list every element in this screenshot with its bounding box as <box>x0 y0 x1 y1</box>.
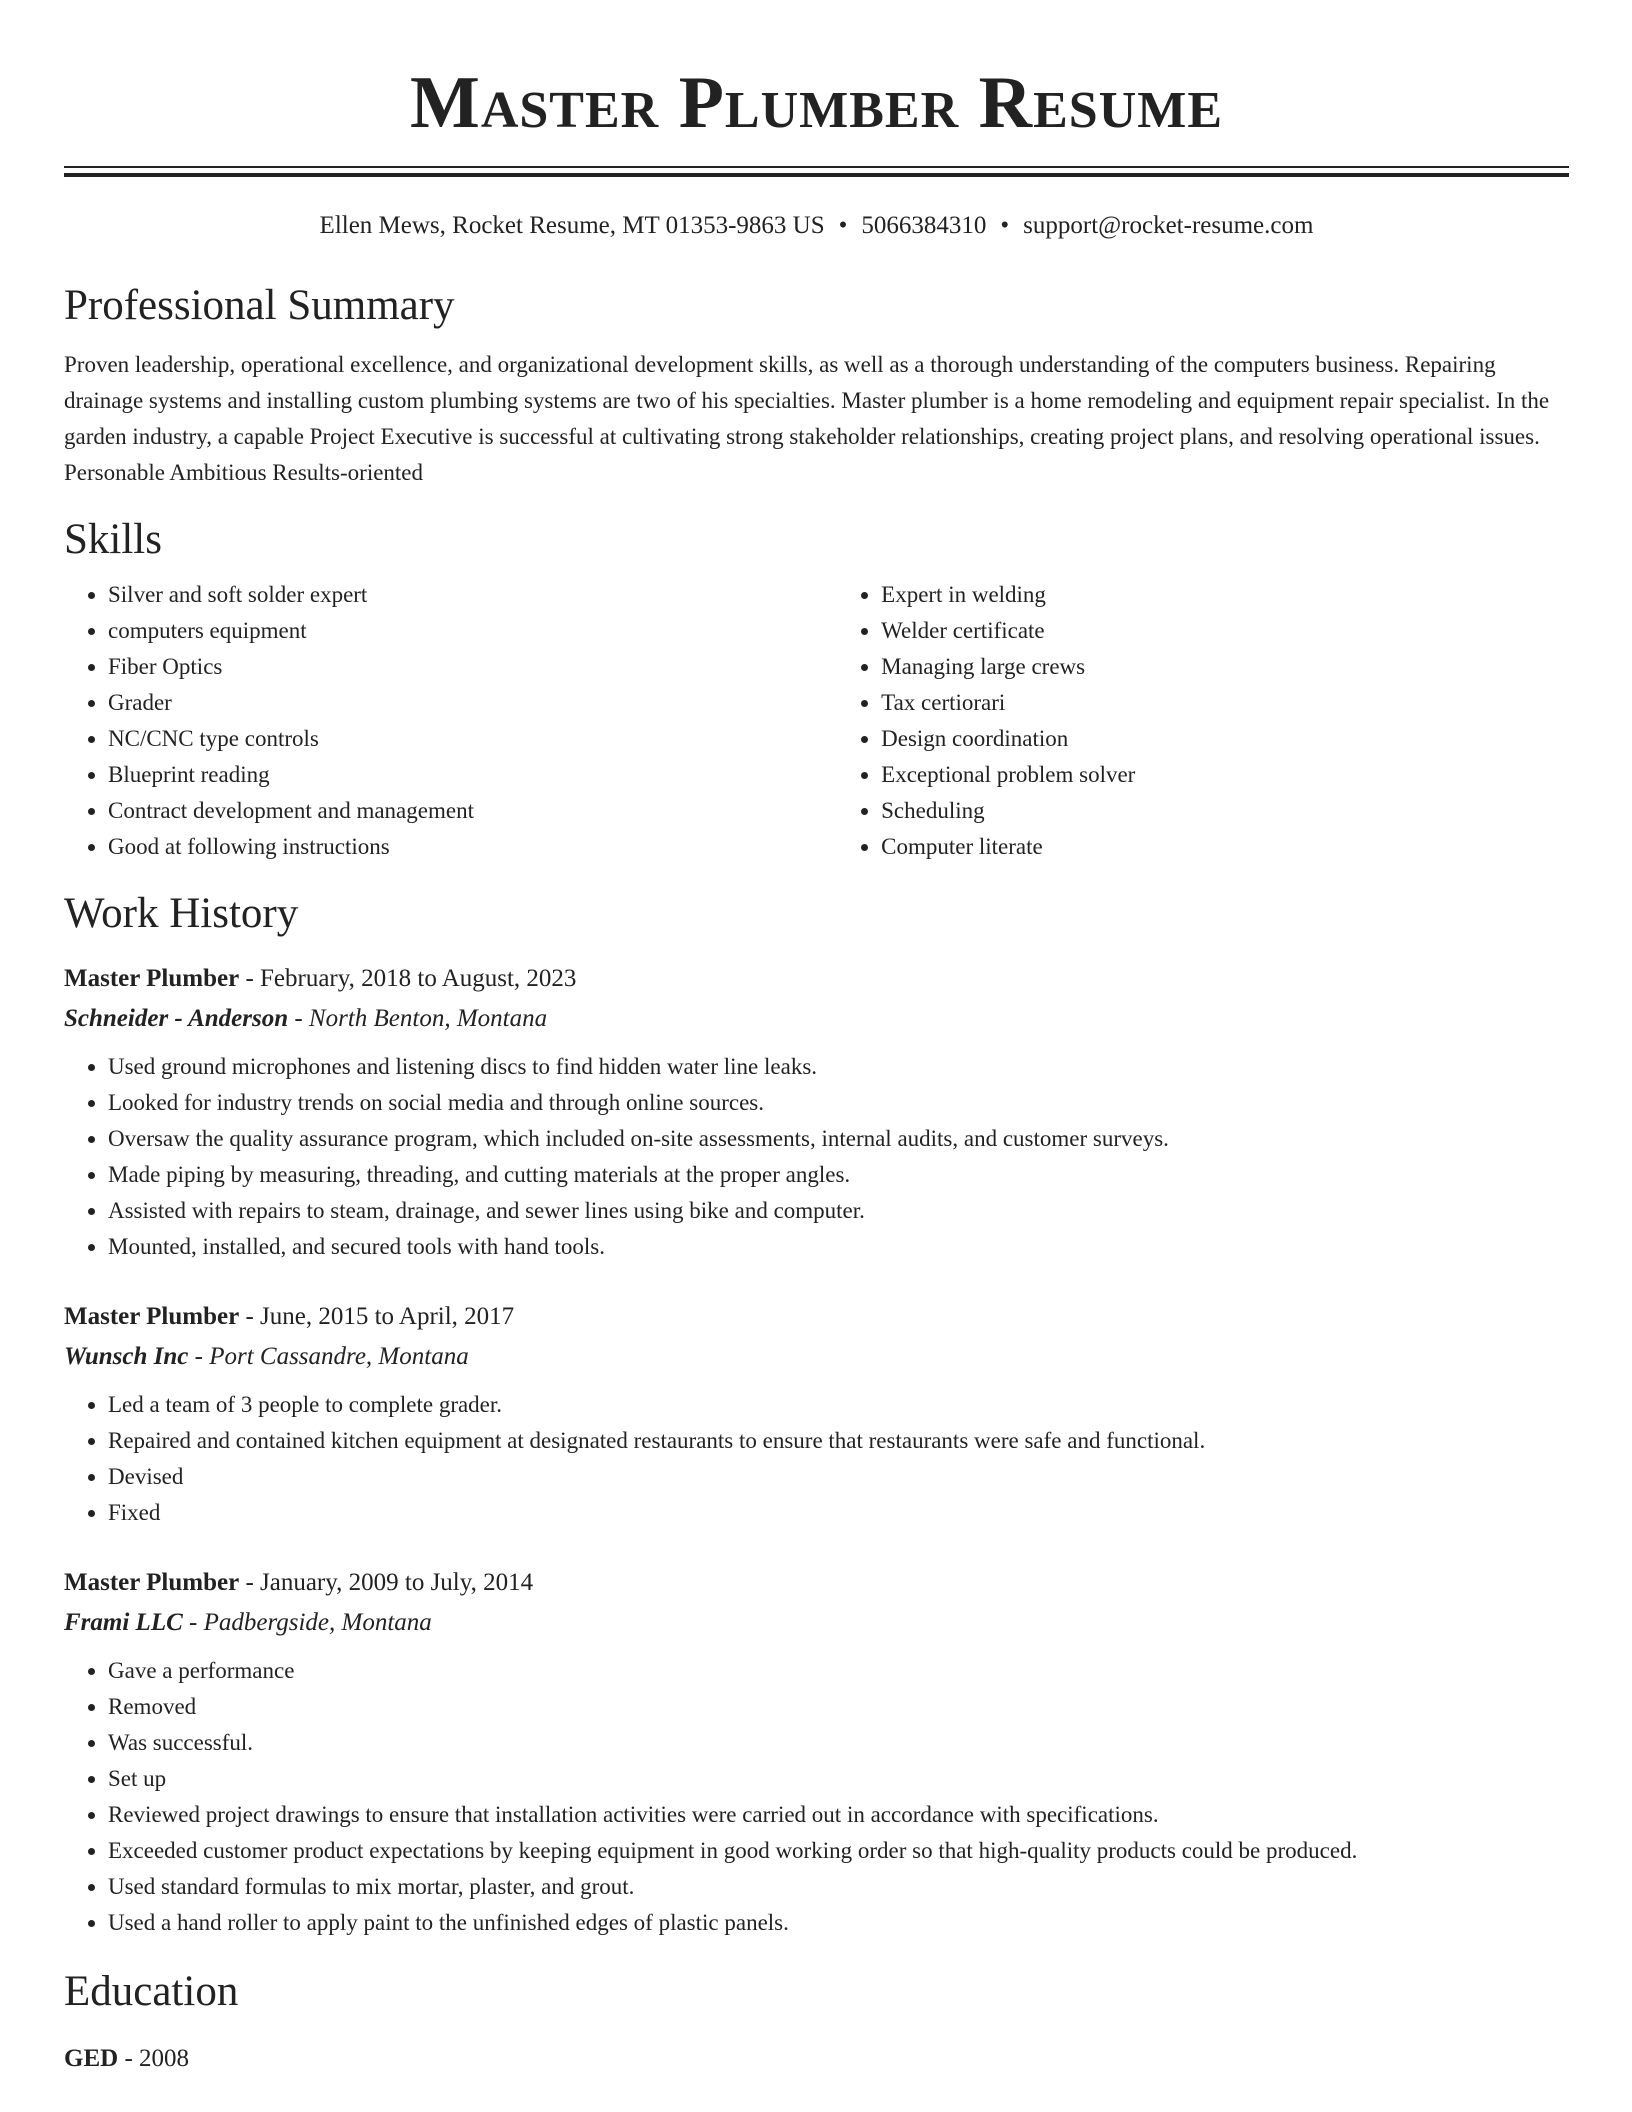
job-dates: - June, 2015 to April, 2017 <box>239 1303 515 1330</box>
skill-item: • Managing large crews <box>881 649 1569 685</box>
job-bullet: • Devised <box>108 1459 1569 1495</box>
contact-separator: • <box>838 212 848 239</box>
job-bullet: • Led a team of 3 people to complete grader. <box>108 1387 1569 1423</box>
skill-item: • computers equipment <box>108 613 837 649</box>
skill-item: • Blueprint reading <box>108 757 837 793</box>
title-divider-thin <box>64 166 1569 168</box>
title-divider-thick <box>64 173 1569 177</box>
contact-email: support@rocket-resume.com <box>1023 212 1314 239</box>
job-bullet: • Used a hand roller to apply paint to the unfinished edges of plastic panels. <box>108 1905 1569 1941</box>
job-bullet: • Removed <box>108 1689 1569 1725</box>
job-bullet: • Reviewed project drawings to ensure that installation activities were carried out in accordance with specifications. <box>108 1797 1569 1833</box>
job-bullet: • Fixed <box>108 1495 1569 1531</box>
job-entry <box>64 1563 1569 1941</box>
skill-item: • Silver and soft solder expert <box>108 577 837 613</box>
job-location: - Padbergside, Montana <box>182 1609 432 1636</box>
work-history-list <box>64 959 1569 1941</box>
job-bullets <box>64 1387 1569 1531</box>
skill-item: • Grader <box>108 685 837 721</box>
job-bullet: • Made piping by measuring, threading, and cutting materials at the proper angles. <box>108 1157 1569 1193</box>
job-title-line <box>64 959 1569 999</box>
job-bullet: • Used ground microphones and listening discs to find hidden water line leaks. <box>108 1049 1569 1085</box>
job-title-line <box>64 1563 1569 1603</box>
skill-item: • Expert in welding <box>881 577 1569 613</box>
education-entry <box>64 2039 1569 2079</box>
resume-page <box>64 0 1569 2079</box>
skill-item: • Fiber Optics <box>108 649 837 685</box>
contact-phone: 5066384310 <box>861 212 987 239</box>
job-title: Master Plumber <box>64 965 240 992</box>
education-year: - 2008 <box>118 2045 190 2072</box>
job-bullet: • Oversaw the quality assurance program, which included on-site assessments, internal audits, and customer surveys. <box>108 1121 1569 1157</box>
skills-columns <box>64 577 1569 865</box>
skill-item: • Computer literate <box>881 829 1569 865</box>
job-bullets <box>64 1049 1569 1265</box>
job-company-line <box>64 1603 1569 1643</box>
skill-item: • Design coordination <box>881 721 1569 757</box>
contact-address: Ellen Mews, Rocket Resume, MT 01353-9863 US <box>319 212 825 239</box>
page-title: Master Plumber Resume <box>409 62 1224 144</box>
job-bullet: • Exceeded customer product expectations by keeping equipment in good working order so that high-quality products could be produced. <box>108 1833 1569 1869</box>
job-title: Master Plumber <box>64 1303 240 1330</box>
job-company: Wunsch Inc <box>64 1343 189 1370</box>
skill-item: • NC/CNC type controls <box>108 721 837 757</box>
job-location: - North Benton, Montana <box>288 1005 548 1032</box>
job-dates: - February, 2018 to August, 2023 <box>239 965 577 992</box>
job-dates: - January, 2009 to July, 2014 <box>239 1569 534 1596</box>
skill-item: • Exceptional problem solver <box>881 757 1569 793</box>
skills-list-right <box>837 577 1569 865</box>
job-entry <box>64 1297 1569 1531</box>
job-title-line <box>64 1297 1569 1337</box>
education-heading: Education <box>64 1968 239 2015</box>
job-bullet: • Mounted, installed, and secured tools with hand tools. <box>108 1229 1569 1265</box>
skill-item: • Contract development and management <box>108 793 837 829</box>
job-title: Master Plumber <box>64 1569 240 1596</box>
summary-heading: Professional Summary <box>64 282 455 329</box>
job-company-line <box>64 1337 1569 1377</box>
job-company-line <box>64 999 1569 1039</box>
job-bullet: • Gave a performance <box>108 1653 1569 1689</box>
job-bullet: • Was successful. <box>108 1725 1569 1761</box>
skill-item: • Scheduling <box>881 793 1569 829</box>
work-history-heading: Work History <box>64 890 299 937</box>
education-degree: GED <box>64 2045 119 2072</box>
summary-text: Proven leadership, operational excellence, and organizational development skills, as well as a thorough understanding of the computers business. Repairing drainage systems and installing custom plumbing systems are two of his specialties. Master plumber is a home remodeling and equipment repair specialist. In the garden industry, a capable Project Executive is successful at cultivating strong stakeholder relationships, creating project plans, and resolving operational issues. Personable Ambitious Results-oriented <box>64 352 1550 485</box>
job-bullet: • Assisted with repairs to steam, drainage, and sewer lines using bike and computer. <box>108 1193 1569 1229</box>
contact-separator: • <box>1000 212 1010 239</box>
skill-item: • Good at following instructions <box>108 829 837 865</box>
job-bullet: • Set up <box>108 1761 1569 1797</box>
job-bullet: • Repaired and contained kitchen equipment at designated restaurants to ensure that restaurants were safe and functional. <box>108 1423 1569 1459</box>
skills-heading: Skills <box>64 516 162 563</box>
job-company: Frami LLC <box>64 1609 183 1636</box>
job-bullets <box>64 1653 1569 1941</box>
skill-item: • Welder certificate <box>881 613 1569 649</box>
job-company: Schneider - Anderson <box>64 1005 289 1032</box>
job-location: - Port Cassandre, Montana <box>188 1343 469 1370</box>
skills-list-left <box>64 577 837 865</box>
contact-line <box>64 211 1569 241</box>
job-bullet: • Looked for industry trends on social media and through online sources. <box>108 1085 1569 1121</box>
job-entry <box>64 959 1569 1265</box>
skill-item: • Tax certiorari <box>881 685 1569 721</box>
job-bullet: • Used standard formulas to mix mortar, plaster, and grout. <box>108 1869 1569 1905</box>
